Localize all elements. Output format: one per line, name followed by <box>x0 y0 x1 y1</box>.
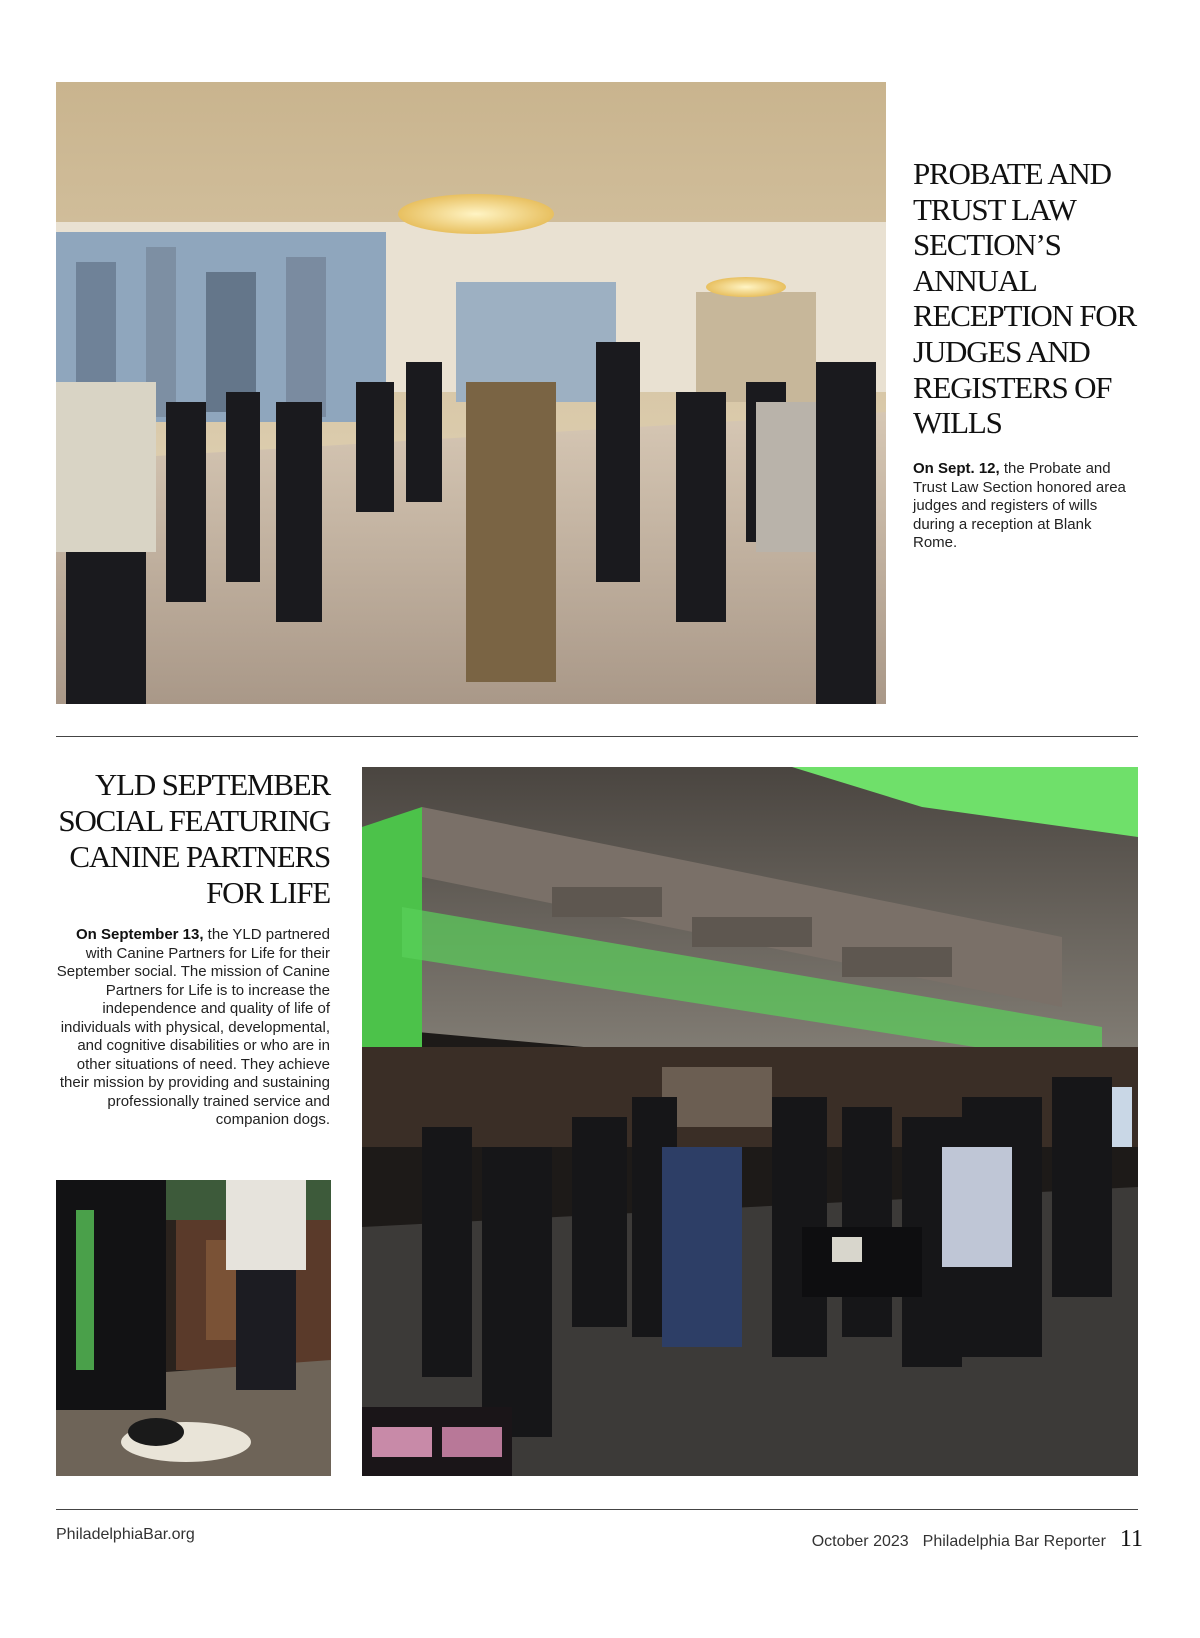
story2-body <box>56 926 330 1130</box>
story2-lead: On September 13, <box>75 926 204 943</box>
story1-headline: PROBATE AND TRUST LAW SECTION’S ANNUAL RECEPTION FOR JUDGES AND REGISTERS OF WILLS <box>913 156 1136 441</box>
yld-social-photo <box>362 767 1138 1476</box>
footer-issue-date: October 2023 <box>811 1533 909 1550</box>
footer-issue-info <box>812 1526 1143 1553</box>
story2-headline: YLD SEPTEMBER SOCIAL FEATURING CANINE PARTNERS FOR LIFE <box>58 767 330 910</box>
story1-text: the Probate and Trust Law Section honored area judges and registers of wills during a reception at Blank Rome. <box>913 460 1126 551</box>
footer-publication: Philadelphia Bar Reporter <box>922 1533 1106 1550</box>
section-divider <box>56 736 1138 737</box>
footer-website: PhiladelphiaBar.org <box>56 1526 195 1543</box>
reception-photo <box>56 82 886 704</box>
story2-text: the YLD partnered with Canine Partners for Life for their September social. The mission of Canine Partners for Life is to increase the independence and quality of life of individuals with physical, developmental, and cognitive disabilities or who are in other situations of need. They achieve their mission by providing and sustaining professionally trained service and companion dogs. <box>56 926 330 1128</box>
story1-body <box>913 460 1138 553</box>
page-number: 11 <box>1119 1526 1143 1552</box>
service-dog-photo <box>56 1180 331 1476</box>
footer-rule <box>56 1509 1138 1510</box>
story1-lead: On Sept. 12, <box>913 460 1000 477</box>
